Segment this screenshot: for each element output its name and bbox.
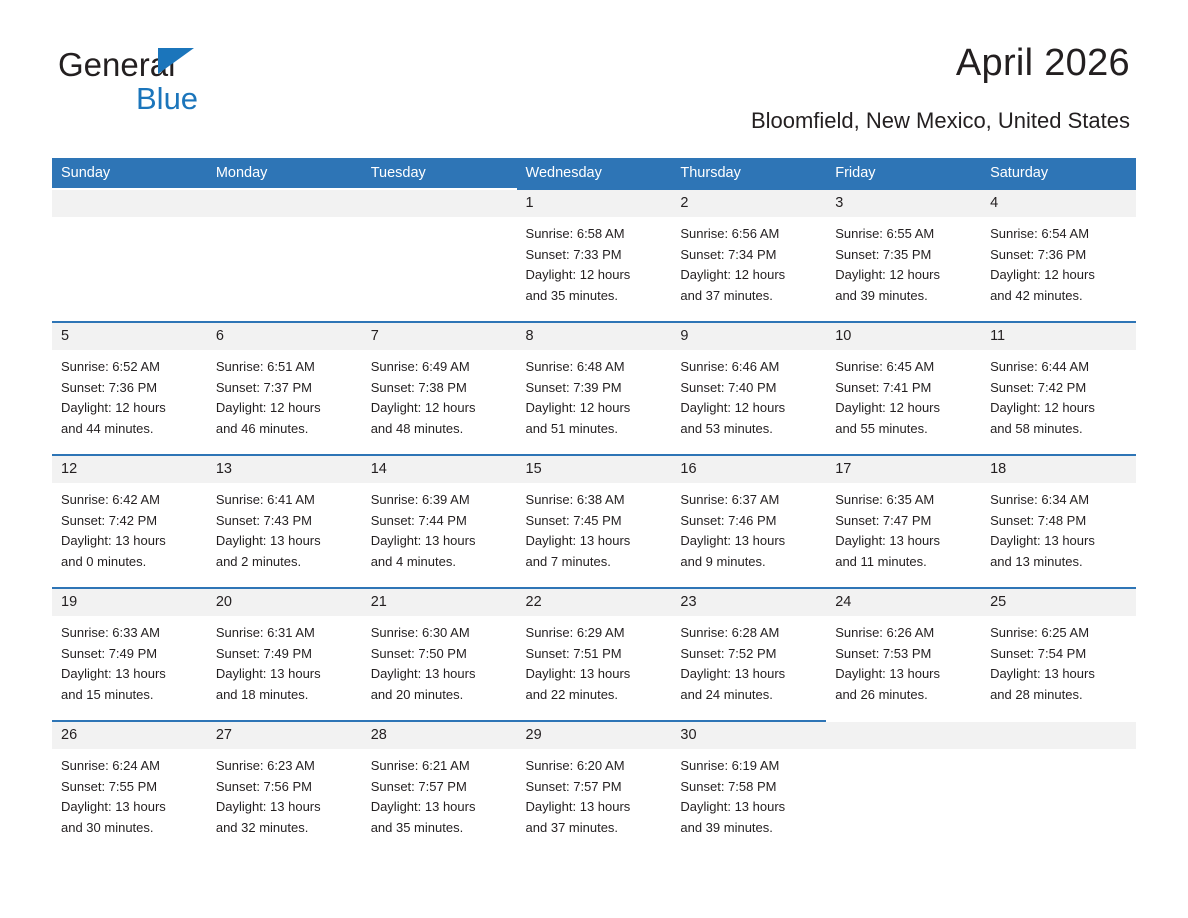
- sunset-text: Sunset: 7:41 PM: [835, 379, 932, 395]
- daylight-text-line2: and 22 minutes.: [525, 686, 619, 702]
- daylight-text-line1: Daylight: 12 hours: [835, 267, 940, 282]
- daylight-text-line2: and 44 minutes.: [61, 420, 154, 436]
- day-number: 10: [826, 323, 981, 350]
- daylight-text-line2: and 53 minutes.: [680, 420, 773, 436]
- daylight-text-line2: and 26 minutes.: [835, 686, 928, 702]
- daylight-text-line2: and 37 minutes.: [525, 819, 619, 835]
- daylight-text-line2: and 55 minutes.: [835, 420, 928, 436]
- daylight-text-line1: Daylight: 13 hours: [990, 666, 1095, 681]
- sunrise-text: Sunrise: 6:41 AM: [215, 492, 315, 507]
- calendar-day-cell: [52, 454, 207, 587]
- daylight-text-line1: Daylight: 13 hours: [370, 666, 476, 681]
- daylight-text-line2: and 2 minutes.: [215, 553, 302, 569]
- day-number: [981, 722, 1136, 749]
- day-details: [517, 483, 672, 572]
- sunset-text: Sunset: 7:49 PM: [215, 645, 312, 661]
- calendar-day-cell: [671, 720, 826, 853]
- day-number: 2: [671, 190, 826, 217]
- weekday-header-friday: Friday: [826, 158, 981, 188]
- daylight-text-line2: and 39 minutes.: [680, 819, 773, 835]
- sunrise-text: Sunrise: 6:56 AM: [680, 226, 780, 241]
- day-details: [671, 483, 826, 572]
- weekday-header-tuesday: Tuesday: [362, 158, 517, 188]
- calendar-day-cell: [826, 188, 981, 321]
- daylight-text-line1: Daylight: 12 hours: [525, 400, 631, 415]
- calendar-day-cell: [826, 454, 981, 587]
- daylight-text-line2: and 42 minutes.: [990, 287, 1083, 303]
- day-details: [826, 217, 981, 306]
- day-number: 21: [362, 589, 517, 616]
- sunset-text: Sunset: 7:54 PM: [990, 645, 1087, 661]
- sunrise-text: Sunrise: 6:46 AM: [680, 359, 780, 374]
- day-number: 27: [207, 722, 362, 749]
- sunrise-text: Sunrise: 6:24 AM: [61, 758, 160, 773]
- calendar-day-cell: [52, 720, 207, 853]
- weekday-header-sunday: Sunday: [52, 158, 207, 188]
- calendar-body: [52, 188, 1136, 853]
- sunset-text: Sunset: 7:39 PM: [525, 379, 622, 395]
- sunrise-text: Sunrise: 6:55 AM: [835, 226, 935, 241]
- sunset-text: Sunset: 7:35 PM: [835, 246, 932, 262]
- sunset-text: Sunset: 7:33 PM: [525, 246, 622, 262]
- day-number: 1: [517, 190, 672, 217]
- day-number: 20: [207, 589, 362, 616]
- daylight-text-line1: Daylight: 12 hours: [370, 400, 476, 415]
- day-number: [207, 190, 362, 217]
- day-details: [362, 749, 517, 838]
- day-details: [517, 350, 672, 439]
- day-details: [362, 483, 517, 572]
- sunset-text: Sunset: 7:34 PM: [680, 246, 777, 262]
- daylight-text-line2: and 37 minutes.: [680, 287, 773, 303]
- daylight-text-line1: Daylight: 13 hours: [680, 533, 786, 548]
- day-details: [362, 616, 517, 705]
- day-number: 12: [52, 456, 207, 483]
- day-number: 7: [362, 323, 517, 350]
- sunrise-text: Sunrise: 6:29 AM: [525, 625, 625, 640]
- sunrise-text: Sunrise: 6:31 AM: [215, 625, 315, 640]
- day-number: 23: [671, 589, 826, 616]
- calendar-header-row: [52, 158, 1136, 188]
- day-details: [52, 350, 207, 439]
- daylight-text-line1: Daylight: 13 hours: [215, 533, 321, 548]
- calendar-week-row: [52, 454, 1136, 587]
- day-number: 18: [981, 456, 1136, 483]
- sunrise-text: Sunrise: 6:39 AM: [370, 492, 470, 507]
- calendar-day-cell: [517, 321, 672, 454]
- calendar-day-cell: [362, 188, 517, 321]
- calendar-day-cell: [517, 454, 672, 587]
- calendar-week-row: [52, 321, 1136, 454]
- day-details: [981, 350, 1136, 439]
- day-number: 16: [671, 456, 826, 483]
- calendar-day-cell: [517, 720, 672, 853]
- day-number: 22: [517, 589, 672, 616]
- day-number: 9: [671, 323, 826, 350]
- day-number: [52, 190, 207, 217]
- daylight-text-line2: and 48 minutes.: [370, 420, 464, 436]
- daylight-text-line1: Daylight: 13 hours: [990, 533, 1095, 548]
- daylight-text-line2: and 15 minutes.: [61, 686, 154, 702]
- day-details: [52, 483, 207, 572]
- calendar-day-cell: [517, 587, 672, 720]
- daylight-text-line1: Daylight: 13 hours: [370, 533, 476, 548]
- daylight-text-line1: Daylight: 13 hours: [370, 799, 476, 814]
- day-number: 28: [362, 722, 517, 749]
- daylight-text-line2: and 9 minutes.: [680, 553, 766, 569]
- daylight-text-line2: and 35 minutes.: [525, 287, 619, 303]
- sunrise-text: Sunrise: 6:42 AM: [61, 492, 160, 507]
- calendar-day-cell: [362, 587, 517, 720]
- sunrise-text: Sunrise: 6:48 AM: [525, 359, 625, 374]
- sunset-text: Sunset: 7:58 PM: [680, 778, 777, 794]
- sunset-text: Sunset: 7:36 PM: [61, 379, 158, 395]
- day-details: [362, 350, 517, 439]
- sunrise-text: Sunrise: 6:21 AM: [370, 758, 470, 773]
- page-title: April 2026: [955, 42, 1130, 84]
- calendar-day-cell: [207, 188, 362, 321]
- day-details: [52, 616, 207, 705]
- daylight-text-line1: Daylight: 13 hours: [680, 799, 786, 814]
- calendar-day-cell: [207, 321, 362, 454]
- sunset-text: Sunset: 7:40 PM: [680, 379, 777, 395]
- generalblue-logo: [58, 48, 198, 114]
- calendar-week-row: [52, 188, 1136, 321]
- daylight-text-line2: and 24 minutes.: [680, 686, 773, 702]
- daylight-text-line1: Daylight: 12 hours: [680, 400, 786, 415]
- day-details: [207, 616, 362, 705]
- day-details: [517, 616, 672, 705]
- page-header: [52, 0, 1136, 133]
- day-number: [826, 722, 981, 749]
- sunrise-text: Sunrise: 6:23 AM: [215, 758, 315, 773]
- sunrise-text: Sunrise: 6:26 AM: [835, 625, 935, 640]
- day-number: 19: [52, 589, 207, 616]
- sunrise-text: Sunrise: 6:37 AM: [680, 492, 780, 507]
- sunrise-text: Sunrise: 6:45 AM: [835, 359, 935, 374]
- daylight-text-line1: Daylight: 12 hours: [990, 267, 1095, 282]
- calendar-day-cell: [362, 321, 517, 454]
- sunrise-text: Sunrise: 6:30 AM: [370, 625, 470, 640]
- sunset-text: Sunset: 7:57 PM: [370, 778, 467, 794]
- sunset-text: Sunset: 7:52 PM: [680, 645, 777, 661]
- sunrise-text: Sunrise: 6:19 AM: [680, 758, 780, 773]
- sunset-text: Sunset: 7:50 PM: [370, 645, 467, 661]
- calendar-day-cell: [826, 720, 981, 853]
- sunrise-text: Sunrise: 6:20 AM: [525, 758, 625, 773]
- calendar-day-cell: [362, 720, 517, 853]
- day-number: 6: [207, 323, 362, 350]
- day-details: [671, 749, 826, 838]
- daylight-text-line2: and 39 minutes.: [835, 287, 928, 303]
- calendar-day-cell: [52, 321, 207, 454]
- sunrise-text: Sunrise: 6:35 AM: [835, 492, 935, 507]
- sunset-text: Sunset: 7:38 PM: [370, 379, 467, 395]
- sunrise-text: Sunrise: 6:52 AM: [61, 359, 160, 374]
- day-number: 15: [517, 456, 672, 483]
- day-details: [207, 749, 362, 838]
- calendar-week-row: [52, 720, 1136, 853]
- sunrise-text: Sunrise: 6:49 AM: [370, 359, 470, 374]
- daylight-text-line2: and 28 minutes.: [990, 686, 1083, 702]
- calendar-day-cell: [207, 587, 362, 720]
- sunrise-text: Sunrise: 6:34 AM: [990, 492, 1090, 507]
- day-details: [826, 350, 981, 439]
- day-number: [362, 190, 517, 217]
- calendar-day-cell: [671, 587, 826, 720]
- sunset-text: Sunset: 7:42 PM: [61, 512, 158, 528]
- day-details: [826, 616, 981, 705]
- daylight-text-line2: and 58 minutes.: [990, 420, 1083, 436]
- calendar-day-cell: [981, 454, 1136, 587]
- daylight-text-line1: Daylight: 13 hours: [61, 799, 166, 814]
- calendar-day-cell: [981, 720, 1136, 853]
- sunrise-text: Sunrise: 6:33 AM: [61, 625, 160, 640]
- sunset-text: Sunset: 7:51 PM: [525, 645, 622, 661]
- weekday-header-thursday: Thursday: [671, 158, 826, 188]
- sunset-text: Sunset: 7:49 PM: [61, 645, 158, 661]
- calendar-day-cell: [826, 321, 981, 454]
- triangle-flag-icon: [158, 48, 194, 74]
- calendar-day-cell: [826, 587, 981, 720]
- sunrise-text: Sunrise: 6:38 AM: [525, 492, 625, 507]
- sunset-text: Sunset: 7:48 PM: [990, 512, 1087, 528]
- day-details: [517, 749, 672, 838]
- day-details: [981, 217, 1136, 306]
- page-subtitle: Bloomfield, New Mexico, United States: [750, 108, 1130, 133]
- sunrise-text: Sunrise: 6:28 AM: [680, 625, 780, 640]
- day-details: [671, 616, 826, 705]
- daylight-text-line1: Daylight: 13 hours: [525, 799, 631, 814]
- daylight-text-line2: and 18 minutes.: [215, 686, 309, 702]
- sunset-text: Sunset: 7:53 PM: [835, 645, 932, 661]
- daylight-text-line1: Daylight: 13 hours: [215, 799, 321, 814]
- day-number: 8: [517, 323, 672, 350]
- day-details: [671, 217, 826, 306]
- sunset-text: Sunset: 7:36 PM: [990, 246, 1087, 262]
- daylight-text-line2: and 51 minutes.: [525, 420, 619, 436]
- calendar-day-cell: [671, 321, 826, 454]
- day-number: 24: [826, 589, 981, 616]
- daylight-text-line2: and 46 minutes.: [215, 420, 309, 436]
- day-details: [207, 350, 362, 439]
- sunset-text: Sunset: 7:37 PM: [215, 379, 312, 395]
- calendar-week-row: [52, 587, 1136, 720]
- sunrise-text: Sunrise: 6:58 AM: [525, 226, 625, 241]
- daylight-text-line1: Daylight: 13 hours: [525, 666, 631, 681]
- day-number: 4: [981, 190, 1136, 217]
- sunset-text: Sunset: 7:46 PM: [680, 512, 777, 528]
- day-number: 13: [207, 456, 362, 483]
- sunrise-text: Sunrise: 6:25 AM: [990, 625, 1090, 640]
- calendar-day-cell: [52, 188, 207, 321]
- daylight-text-line1: Daylight: 12 hours: [990, 400, 1095, 415]
- day-number: 29: [517, 722, 672, 749]
- sunset-text: Sunset: 7:57 PM: [525, 778, 622, 794]
- daylight-text-line1: Daylight: 12 hours: [835, 400, 940, 415]
- daylight-text-line1: Daylight: 13 hours: [680, 666, 786, 681]
- day-number: 5: [52, 323, 207, 350]
- daylight-text-line1: Daylight: 12 hours: [61, 400, 166, 415]
- day-number: 25: [981, 589, 1136, 616]
- calendar-day-cell: [362, 454, 517, 587]
- day-details: [207, 483, 362, 572]
- daylight-text-line2: and 11 minutes.: [835, 553, 927, 569]
- logo-text-blue: Blue: [136, 81, 199, 116]
- calendar-day-cell: [981, 587, 1136, 720]
- daylight-text-line1: Daylight: 13 hours: [835, 666, 940, 681]
- daylight-text-line1: Daylight: 12 hours: [525, 267, 631, 282]
- daylight-text-line1: Daylight: 13 hours: [525, 533, 631, 548]
- daylight-text-line1: Daylight: 13 hours: [215, 666, 321, 681]
- daylight-text-line2: and 32 minutes.: [215, 819, 309, 835]
- day-details: [981, 483, 1136, 572]
- day-details: [671, 350, 826, 439]
- sunset-text: Sunset: 7:45 PM: [525, 512, 622, 528]
- logo-text-general: General: [58, 46, 176, 83]
- calendar-day-cell: [671, 188, 826, 321]
- sunset-text: Sunset: 7:55 PM: [61, 778, 158, 794]
- day-details: [52, 749, 207, 838]
- sunset-text: Sunset: 7:42 PM: [990, 379, 1087, 395]
- daylight-text-line1: Daylight: 12 hours: [680, 267, 786, 282]
- day-number: 26: [52, 722, 207, 749]
- calendar-day-cell: [52, 587, 207, 720]
- calendar-table: [52, 158, 1136, 853]
- day-number: 30: [671, 722, 826, 749]
- daylight-text-line2: and 0 minutes.: [61, 553, 147, 569]
- daylight-text-line2: and 4 minutes.: [370, 553, 456, 569]
- day-number: 11: [981, 323, 1136, 350]
- daylight-text-line2: and 35 minutes.: [370, 819, 464, 835]
- sunset-text: Sunset: 7:56 PM: [215, 778, 312, 794]
- day-details: [517, 217, 672, 306]
- calendar-day-cell: [207, 454, 362, 587]
- daylight-text-line1: Daylight: 13 hours: [61, 666, 166, 681]
- daylight-text-line1: Daylight: 12 hours: [215, 400, 321, 415]
- sunset-text: Sunset: 7:43 PM: [215, 512, 312, 528]
- daylight-text-line2: and 7 minutes.: [525, 553, 611, 569]
- calendar-day-cell: [981, 188, 1136, 321]
- day-number: 17: [826, 456, 981, 483]
- weekday-header-wednesday: Wednesday: [517, 158, 672, 188]
- weekday-header-monday: Monday: [207, 158, 362, 188]
- calendar-day-cell: [981, 321, 1136, 454]
- calendar-day-cell: [207, 720, 362, 853]
- daylight-text-line2: and 30 minutes.: [61, 819, 154, 835]
- day-number: 3: [826, 190, 981, 217]
- daylight-text-line2: and 13 minutes.: [990, 553, 1083, 569]
- day-details: [826, 483, 981, 572]
- sunrise-text: Sunrise: 6:54 AM: [990, 226, 1090, 241]
- calendar-day-cell: [517, 188, 672, 321]
- sunset-text: Sunset: 7:47 PM: [835, 512, 932, 528]
- sunrise-text: Sunrise: 6:44 AM: [990, 359, 1090, 374]
- daylight-text-line1: Daylight: 13 hours: [61, 533, 166, 548]
- daylight-text-line1: Daylight: 13 hours: [835, 533, 940, 548]
- daylight-text-line2: and 20 minutes.: [370, 686, 464, 702]
- calendar-day-cell: [671, 454, 826, 587]
- sunset-text: Sunset: 7:44 PM: [370, 512, 467, 528]
- day-details: [981, 616, 1136, 705]
- sunrise-text: Sunrise: 6:51 AM: [215, 359, 315, 374]
- day-number: 14: [362, 456, 517, 483]
- weekday-header-saturday: Saturday: [981, 158, 1136, 188]
